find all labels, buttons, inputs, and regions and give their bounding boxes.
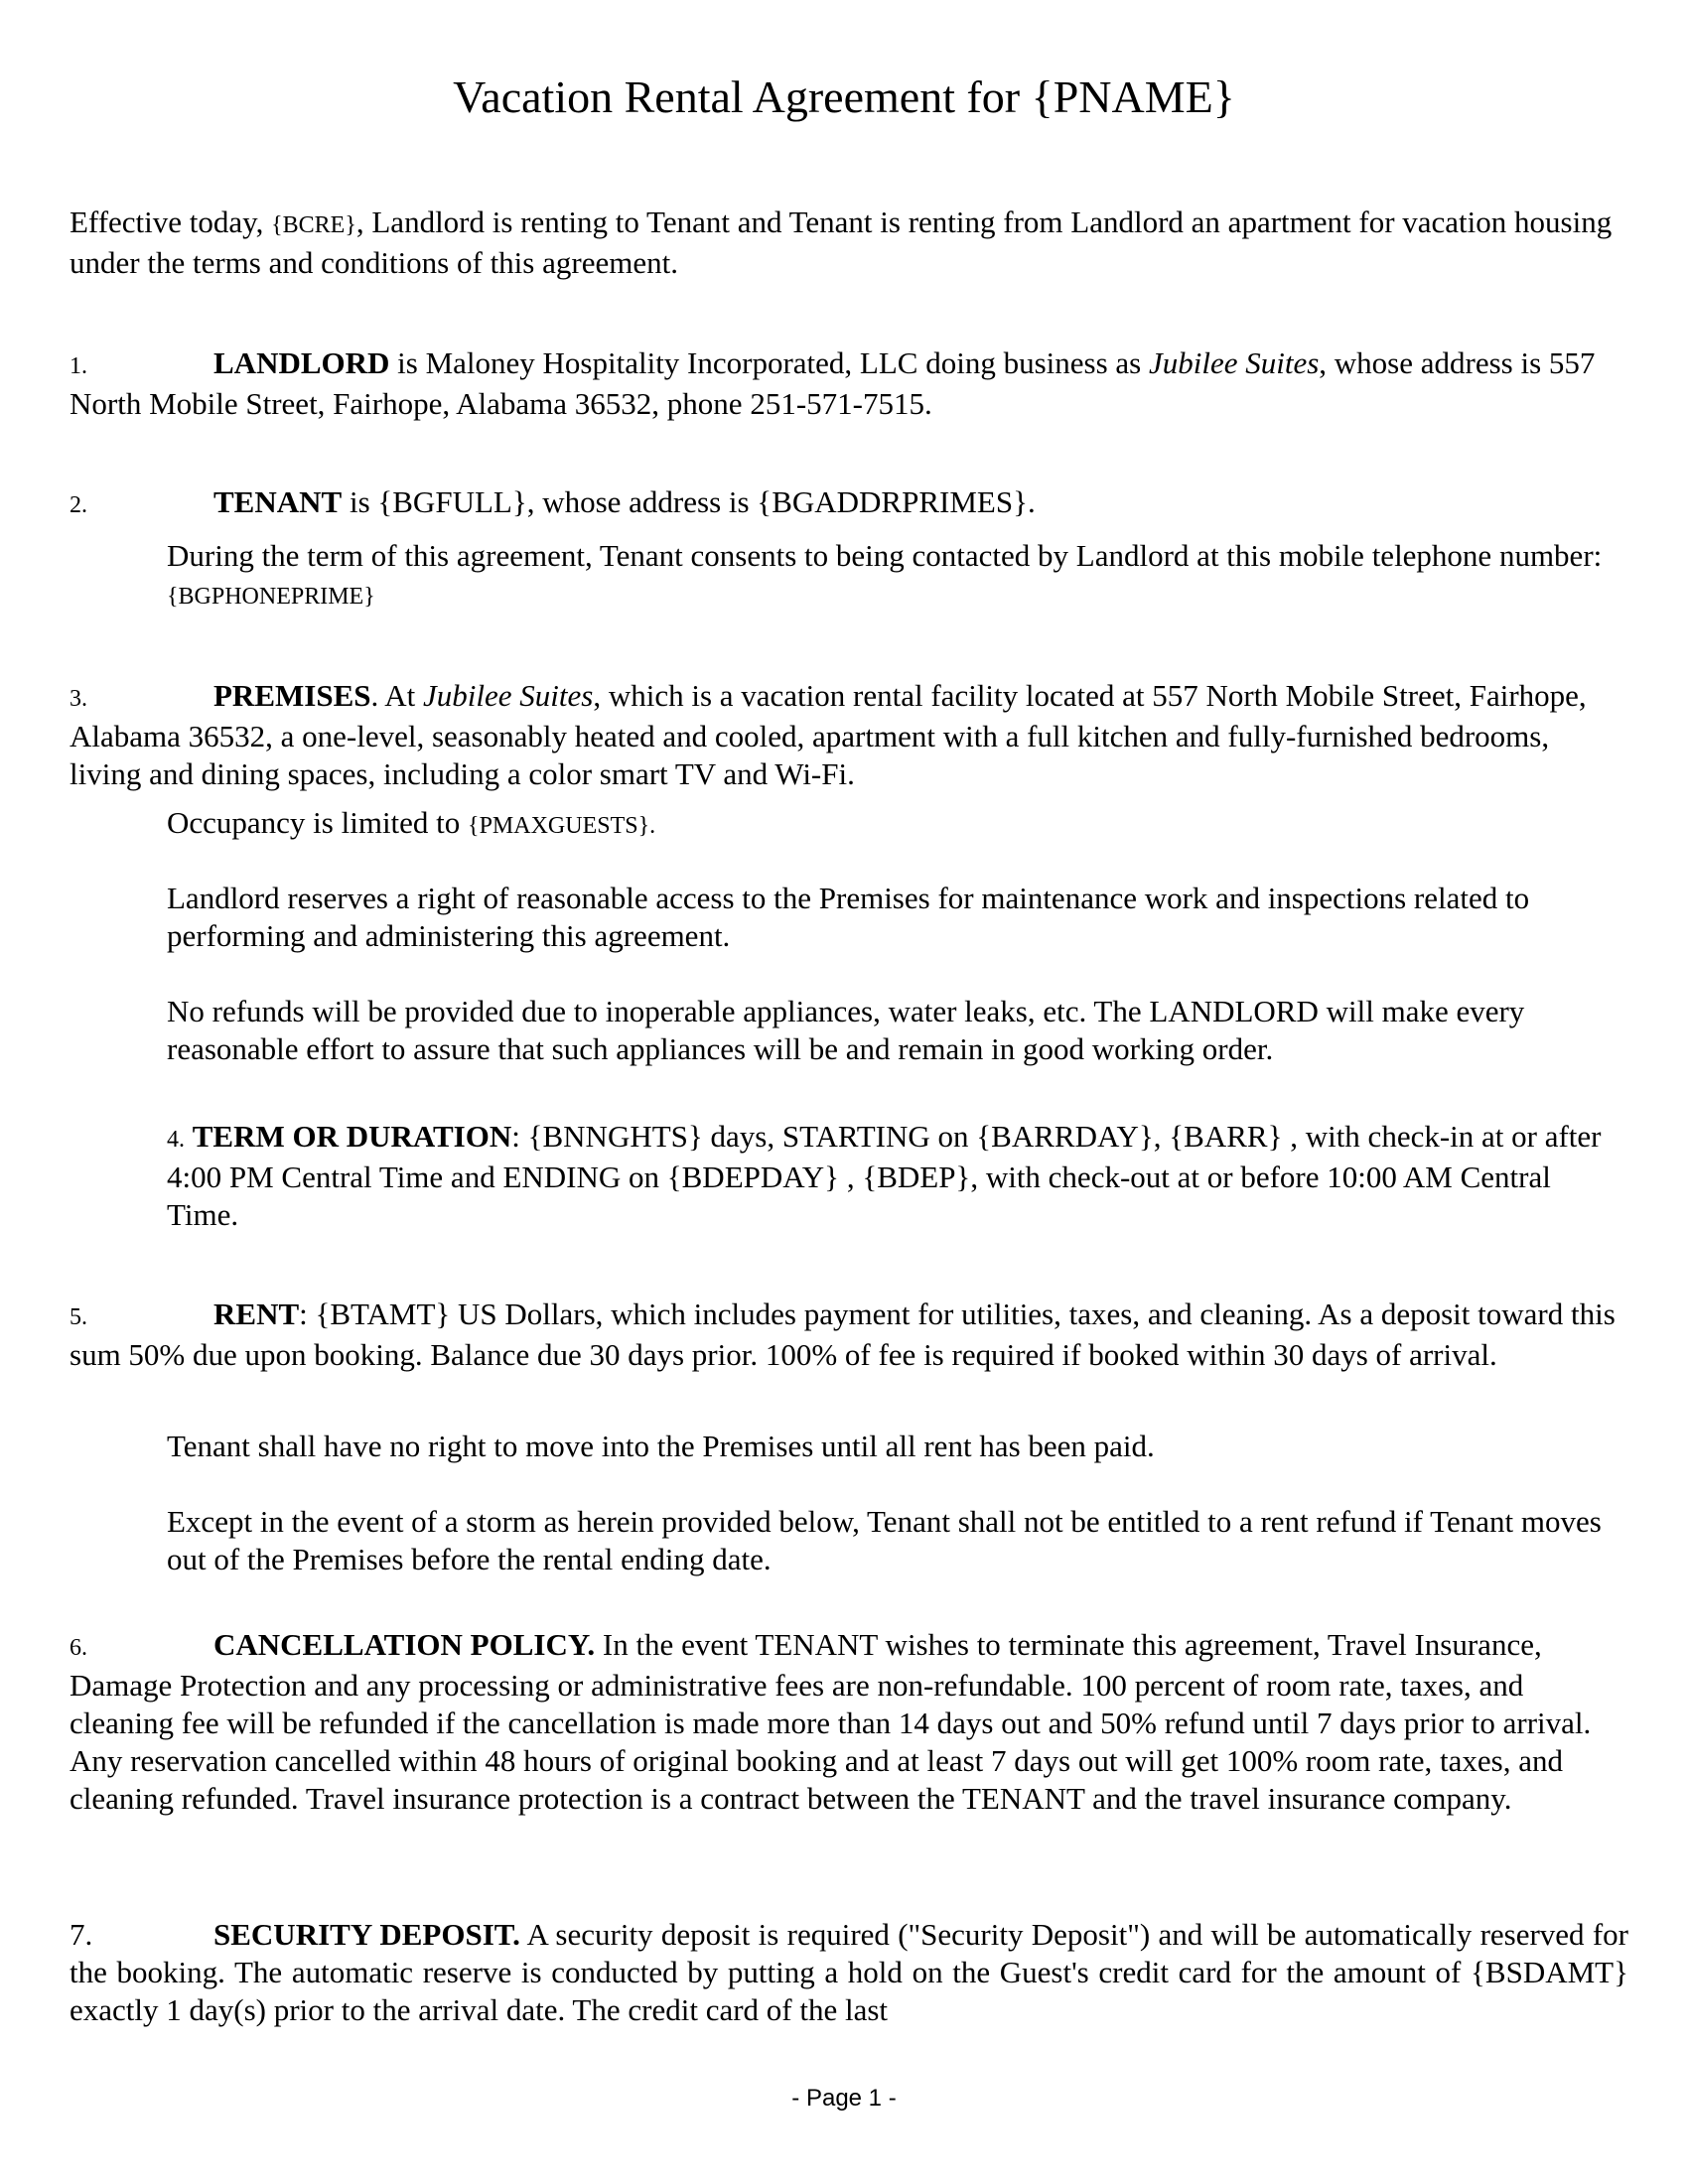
section-cancellation (70, 1626, 1628, 1818)
intro-text-end: , Landlord is renting to Tenant and Tenant is renting from Landlord an apartment for vacation housing under the terms and conditions of this agreement. (70, 205, 1613, 280)
section-heading: PREMISES (213, 678, 371, 713)
intro-paragraph (70, 204, 1628, 282)
section-text: is Maloney Hospitality Incorporated, LLC doing business as (389, 345, 1149, 380)
section-number: 1. (70, 353, 87, 379)
section-number: 7. (70, 1917, 93, 1952)
page-title: Vacation Rental Agreement for {PNAME} (453, 71, 1235, 122)
section-heading: RENT (213, 1297, 300, 1331)
tenant-consent (167, 537, 1626, 615)
phone-placeholder: {BGPHONEPRIME} (167, 584, 375, 610)
section-text-end: , which is a vacation rental facility located at 557 North Mobile Street, Fairhope, Alabama 36532, a one-level, seasonably heated and cooled, apartment with a full kitchen and fully-furnished bedrooms, living and dining spaces, including a color smart TV and Wi-Fi. (70, 678, 1587, 791)
intro-bcre: {BCRE} (271, 212, 356, 238)
consent-text: During the term of this agreement, Tenant consents to being contacted by Landlord at this mobile telephone number: (167, 538, 1603, 573)
section-number: 3. (70, 686, 87, 712)
section-heading: SECURITY DEPOSIT. (213, 1917, 520, 1952)
section-text-end: , whose address is 557 North Mobile Street, Fairhope, Alabama 36532, phone 251-571-7515. (70, 345, 1596, 421)
refunds-paragraph: No refunds will be provided due to inoperable appliances, water leaks, etc. The LANDLORD will make every reasonable effort to assure that such appliances will be and remain in good working order. (167, 994, 1525, 1066)
brand-name: Jubilee Suites (423, 678, 594, 713)
section-tenant (70, 483, 1628, 524)
section-term (167, 1118, 1626, 1234)
section-text: : {BTAMT} US Dollars, which includes payment for utilities, taxes, and cleaning. As a deposit toward this sum 50% due upon booking. Balance due 30 days prior. 100% of fee is required if booked within 30 days of arrival. (70, 1297, 1616, 1372)
section-security-deposit (70, 1916, 1628, 2029)
section-premises (70, 677, 1628, 793)
section-number: 6. (70, 1635, 87, 1661)
occupancy-line (167, 804, 1626, 845)
section-text: In the event TENANT wishes to terminate this agreement, Travel Insurance, Damage Protection and any processing or administrative fees are non-refundable. 100 percent of room rate, taxes, and cleaning fee will be refunded if the cancellation is made more than 14 days out and 50% refund until 7 days prior to arrival. Any reservation cancelled within 48 hours of original booking and at least 7 days out will get 100% room rate, taxes, and cleaning refunded. Travel insurance protection is a contract between the TENANT and the travel insurance company. (70, 1627, 1592, 1816)
move-in-paragraph: Tenant shall have no right to move into the Premises until all rent has been paid. (167, 1429, 1155, 1463)
section-number: 4. (167, 1127, 185, 1153)
section-text: : {BNNGHTS} days, STARTING on {BARRDAY}, {BARR} , with check-in at or after 4:00 PM Central Time and ENDING on {BDEPDAY} , {BDEP}, with check-out at or before 10:00 AM Central Time. (167, 1119, 1602, 1232)
section-number: 5. (70, 1304, 87, 1330)
section-heading: LANDLORD (213, 345, 390, 380)
section-landlord (70, 344, 1628, 423)
section-text: is {BGFULL}, whose address is {BGADDRPRIMES}. (342, 484, 1036, 519)
section-text: . At (370, 678, 424, 713)
occupancy-text: Occupancy is limited to (167, 805, 469, 840)
section-heading: TENANT (213, 484, 343, 519)
page-footer: - Page 1 - (791, 2085, 897, 2112)
storm-paragraph: Except in the event of a storm as herein provided below, Tenant shall not be entitled to a rent refund if Tenant moves out of the Premises before the rental ending date. (167, 1504, 1602, 1576)
section-heading: CANCELLATION POLICY. (213, 1627, 596, 1662)
intro-text: Effective today, (70, 205, 272, 239)
access-paragraph: Landlord reserves a right of reasonable access to the Premises for maintenance work and inspections related to performing and administering this agreement. (167, 881, 1530, 953)
section-rent (70, 1296, 1628, 1374)
section-number: 2. (70, 492, 87, 518)
section-text: A security deposit is required ("Security Deposit") and will be automatically reserved for the booking. The automatic reserve is conducted by putting a hold on the Guest's credit card for the amount of {BSDAMT} exactly 1 day(s) prior to the arrival date. The credit card of the last (70, 1917, 1628, 2027)
section-heading: TERM OR DURATION (192, 1119, 512, 1154)
maxguests-placeholder: {PMAXGUESTS}. (468, 813, 656, 839)
brand-name: Jubilee Suites (1148, 345, 1320, 380)
